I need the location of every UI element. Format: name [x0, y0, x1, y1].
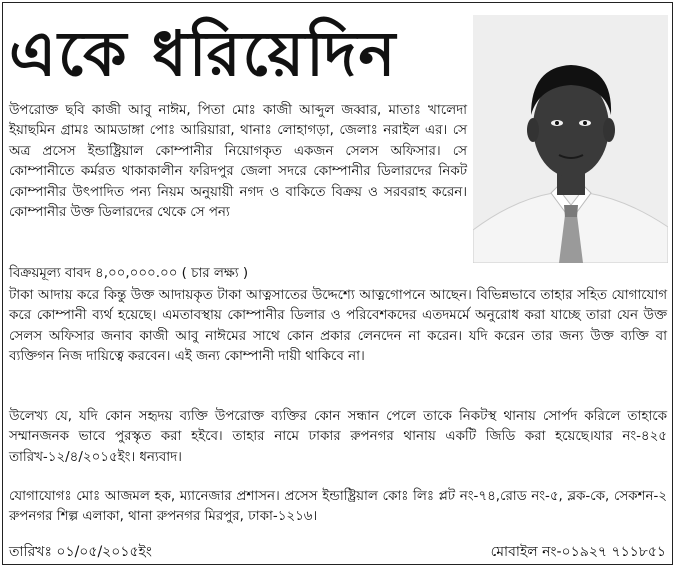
portrait-illustration — [473, 15, 668, 263]
footer — [3, 539, 672, 565]
mobile-number: মোবাইল নং-০১৯২৭ ৭১১৮৫১ — [490, 544, 666, 560]
paragraph-amount: বিক্রয়মূল্য বাবদ ৪,০০,০০০.০০ ( চার লক্ষ্য ) — [9, 266, 249, 281]
paragraph-contact: যোগাযোগঃ মোঃ আজমল হক, ম্যানেজার প্রশাসন। প্রসেস ইন্ডাষ্ট্রিয়াল কোঃ লিঃ প্লট নং-৭৪,রোড নং-৫, ব্লক-কে, সেকশন-২ রুপনগর শিল্প এলাকা, থানা রুপনগর মিরপুর, ঢাকা-১২১৬। — [9, 489, 667, 525]
notice-date: তারিখঃ ০১/০৫/২০১৫ইং — [9, 544, 152, 560]
paragraph-reward: উলেখ্য যে, যদি কোন সহৃদয় ব্যক্তি উপরোক্ত ব্যক্তির কোন সন্ধান পেলে তাকে নিকটস্থ থানায় সোর্পদ করিলে তাহাকে সম্মানজনক ভাবে পুরস্কৃত করা হইবে। তাহার নামে ঢাকার রুপনগর থানায় একটি জিডি করা হয়েছে।যার নং-৪২৫ তারিখ-১২/৪/২০১৫ইং। ধন্যবাদ। — [9, 409, 667, 465]
paragraph-warning: টাকা আদায় করে কিন্তু উক্ত আদায়কৃত টাকা আত্নসাতের উদ্দেশ্যে আত্নগোপনে আছেন। বিভিন্নভাবে তাহার সহিত যোগাযোগ করে কোম্পানী ব্যর্থ হয়েছে। এমতাবস্থায় কোম্পানীর ডিলার ও পরিবেশকদের এতদমর্মে অনুরোধ করা যাচ্ছে তারা যেন উক্ত সেলস অফিসার জনাব কাজী আবু নাঈমের সাথে কোন প্রকার লেনদেন না করেন। যদি করেন তার জন্য উক্ত ব্যক্তি বা ব্যক্তিগন নিজ দায়িত্বে করবেন। এই জন্য কোম্পানী দায়ী থাকিবে না। — [9, 288, 667, 365]
notice-page — [2, 2, 673, 565]
headline: একে ধরিয়েদিন — [9, 17, 398, 90]
paragraph-identity: উপরোক্ত ছবি কাজী আবু নাঈম, পিতা মোঃ কাজী আব্দুল জব্বার, মাতাঃ খালেদা ইয়াছমিন গ্রামঃ আমডাঙ্গা পোঃ আরিয়ারা, থানাঃ লোহাগড়া, জেলাঃ নরাইল এর। সে অত্র প্রসেস ইন্ডাষ্ট্রিয়াল কোম্পানীর নিয়োগকৃত একজন সেলস অফিসার। সে কোম্পানীতে কর্মরত থাকাকালীন ফরিদপুর জেলা সদরে কোম্পানীর ডিলারদের নিকট কোম্পানীর উৎপাদিত পন্য নিয়ম অনুয়ায়ী নগদ ও বাকিতে বিক্রয় ও সরবরাহ করেন। কোম্পানীর উক্ত ডিলারদের থেকে সে পন্য — [9, 103, 467, 221]
portrait-photo — [473, 15, 668, 263]
